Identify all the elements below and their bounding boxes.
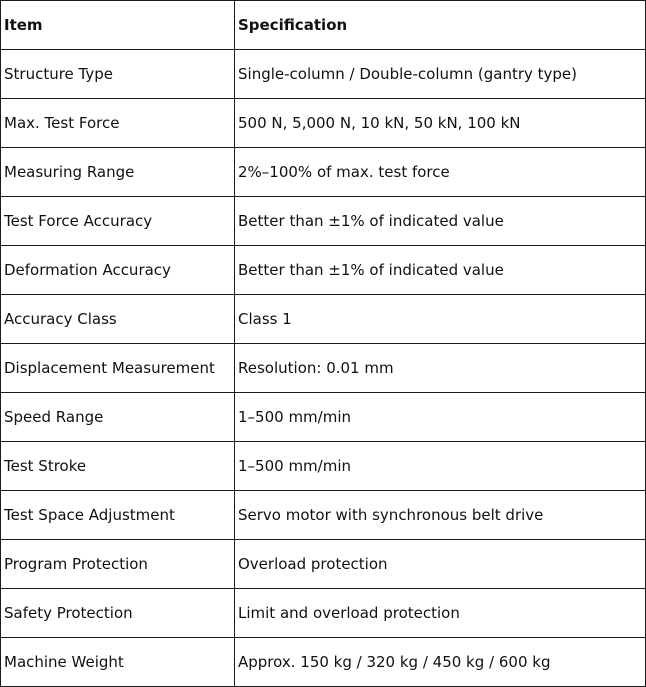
- row-spec-cell: Better than ±1% of indicated value: [235, 197, 646, 246]
- table-row: [1, 99, 646, 148]
- header-row: [1, 1, 646, 50]
- row-item-cell: Measuring Range: [1, 148, 235, 197]
- row-item-cell: Displacement Measurement: [1, 344, 235, 393]
- table-row: [1, 197, 646, 246]
- header-specification: Specification: [235, 1, 646, 50]
- table-row: [1, 638, 646, 687]
- row-spec-cell: Limit and overload protection: [235, 589, 646, 638]
- table-row: [1, 246, 646, 295]
- row-item-cell: Max. Test Force: [1, 99, 235, 148]
- table-row: [1, 344, 646, 393]
- row-spec-cell: Resolution: 0.01 mm: [235, 344, 646, 393]
- row-item-cell: Test Force Accuracy: [1, 197, 235, 246]
- row-spec-cell: 1–500 mm/min: [235, 393, 646, 442]
- row-item-cell: Accuracy Class: [1, 295, 235, 344]
- row-item-cell: Test Stroke: [1, 442, 235, 491]
- table-row: [1, 540, 646, 589]
- table-row: [1, 589, 646, 638]
- row-item-cell: Deformation Accuracy: [1, 246, 235, 295]
- table-body: [1, 50, 646, 687]
- row-spec-cell: 1–500 mm/min: [235, 442, 646, 491]
- header-item: Item: [1, 1, 235, 50]
- table-row: [1, 50, 646, 99]
- row-spec-cell: 500 N, 5,000 N, 10 kN, 50 kN, 100 kN: [235, 99, 646, 148]
- row-spec-cell: Single-column / Double-column (gantry type): [235, 50, 646, 99]
- row-item-cell: Structure Type: [1, 50, 235, 99]
- row-spec-cell: Approx. 150 kg / 320 kg / 450 kg / 600 kg: [235, 638, 646, 687]
- table-row: [1, 295, 646, 344]
- row-item-cell: Test Space Adjustment: [1, 491, 235, 540]
- row-item-cell: Safety Protection: [1, 589, 235, 638]
- table-header: [1, 1, 646, 50]
- row-item-cell: Speed Range: [1, 393, 235, 442]
- row-spec-cell: Class 1: [235, 295, 646, 344]
- table-row: [1, 148, 646, 197]
- row-item-cell: Program Protection: [1, 540, 235, 589]
- table-row: [1, 442, 646, 491]
- row-spec-cell: Servo motor with synchronous belt drive: [235, 491, 646, 540]
- row-spec-cell: Better than ±1% of indicated value: [235, 246, 646, 295]
- row-item-cell: Machine Weight: [1, 638, 235, 687]
- table-row: [1, 491, 646, 540]
- table-row: [1, 393, 646, 442]
- row-spec-cell: 2%–100% of max. test force: [235, 148, 646, 197]
- row-spec-cell: Overload protection: [235, 540, 646, 589]
